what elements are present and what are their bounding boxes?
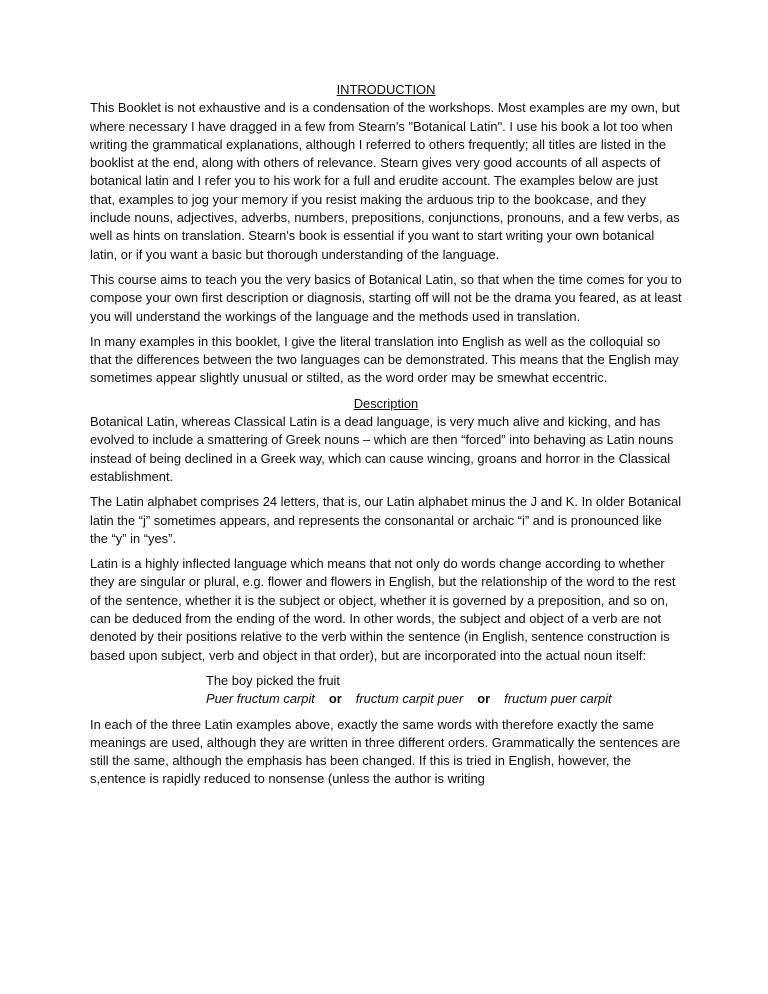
example-latin-3: fructum puer carpit [504,691,612,707]
example-or-2: or [477,691,491,707]
example-latin-2: fructum carpit puer [355,691,464,707]
example-latin-1: Puer fructum carpit [206,691,315,707]
description-heading: Description [353,395,419,411]
example-or-1: or [328,691,342,707]
closing-paragraph: In each of the three Latin examples above, exactly the same words with therefore exactly the same meanings are used, although they are written in three different orders. Grammatically the sentences are still the same, although the emphasis has been changed. If this is tried in English, however, the s,entence is rapidly reduced to nonsense (unless the author is writing [90,716,681,787]
example-latin-row [206,690,682,708]
example-block [206,672,682,709]
intro-paragraph-3: In many examples in this booklet, I give the literal translation into English as well as the colloquial so that the differences between the two languages can be demonstrated. This means that the English may sometimes appear slightly unusual or stilted, as the word order may be smewhat eccentric. [90,333,679,386]
description-paragraph-2: The Latin alphabet comprises 24 letters, that is, our Latin alphabet minus the J and K. In older Botanical latin the “j” sometimes appears, and represents the consonantal or archaic “i” and is pronounced like the “y” in “yes”. [90,494,682,546]
intro-paragraph-1: This Booklet is not exhaustive and is a condensation of the workshops. Most examples are my own, but where necessary I have dragged in a few from Stearn's "Botanical Latin". I use his book a lot too when writing the grammatical explanations, although I referred to others frequently; all titles are listed in the booklist at the end, along with others of relevance. Stearn gives very good accounts of all aspects of botanical latin and I refer you to his work for a full and erudite account. The examples below are just that, examples to jog your memory if you resist making the arduous trip to the bookcase, and they include nouns, adjectives, adverbs, numbers, prepositions, conjunctions, pronouns, and a few verbs, as well as hints on translation. Stearn's book is essential if you want to start writing your own botanical latin, or if you want a basic but thorough understanding of the language. [90,100,680,262]
document-page [90,81,682,789]
introduction-heading: INTRODUCTION [336,82,436,97]
intro-paragraph-2: This course aims to teach you the very basics of Botanical Latin, so that when the time comes for you to compose your own first description or diagnosis, starting off will not be the drama you feared, as at least you will understand the workings of the language and the methods used in translation. [90,271,682,324]
example-english: The boy picked the fruit [206,672,340,688]
description-paragraph-3: Latin is a highly inflected language which means that not only do words change according to whether they are singular or plural, e.g. flower and flowers in English, but the relationship of the word to the rest of the sentence, whether it is the subject or object, whether it is governed by a preposition, and so on, can be deduced from the ending of the word. In other words, the subject and object of a verb are not denoted by their positions relative to the verb within the sentence (in English, sentence construction is based upon subject, verb and object in that order), but are incorporated into the actual noun itself: [90,556,676,663]
description-paragraph-1: Botanical Latin, whereas Classical Latin is a dead language, is very much alive and kicking, and has evolved to include a smattering of Greek nouns – which are then “forced” into behaving as Latin nouns instead of being declined in a Greek way, which can cause wincing, groans and horror in the Classical establishment. [90,414,674,484]
